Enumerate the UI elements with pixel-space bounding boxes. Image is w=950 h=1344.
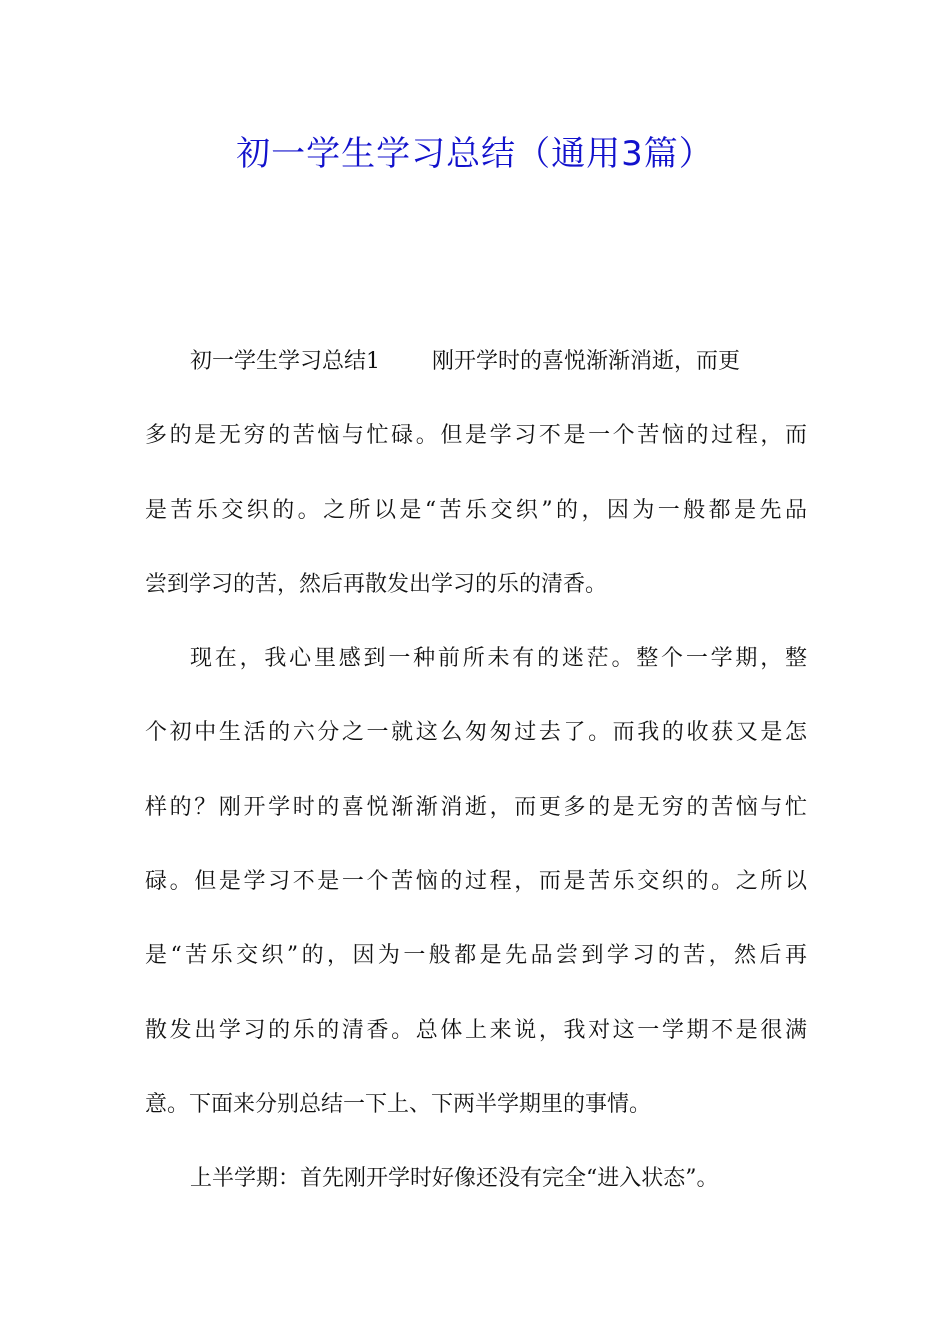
paragraph-line: 个初中生活的六分之一就这么匆匆过去了。而我的收获又是怎 — [145, 720, 807, 746]
paragraph-line: 现在，我心里感到一种前所未有的迷茫。整个一学期，整 — [190, 646, 807, 672]
paragraph-line: 是苦乐交织的。之所以是“苦乐交织”的，因为一般都是先品 — [145, 497, 807, 523]
document-title: 初一学生学习总结（通用3篇） — [236, 134, 714, 174]
paragraph-line: 碌。但是学习不是一个苦恼的过程，而是苦乐交织的。之所以 — [145, 869, 807, 895]
paragraph-line — [145, 338, 807, 412]
paragraph-line: 尝到学习的苦，然后再散发出学习的乐的清香。 — [145, 571, 608, 597]
paragraph-text: 刚开学时的喜悦渐渐消逝，而更 — [432, 349, 741, 374]
paragraph-line: 散发出学习的乐的清香。总体上来说，我对这一学期不是很满 — [145, 1017, 807, 1043]
paragraph-line: 意。下面来分别总结一下上、下两半学期里的事情。 — [145, 1091, 652, 1117]
paragraph-line: 是“苦乐交织”的，因为一般都是先品尝到学习的苦，然后再 — [145, 943, 807, 969]
section-heading: 初一学生学习总结1 — [190, 349, 380, 374]
paragraph-line: 上半学期：首先刚开学时好像还没有完全“进入状态”。 — [190, 1166, 719, 1192]
paragraph-line: 多的是无穷的苦恼与忙碌。但是学习不是一个苦恼的过程，而 — [145, 423, 807, 449]
paragraph-line: 样的？刚开学时的喜悦渐渐消逝，而更多的是无穷的苦恼与忙 — [145, 794, 807, 820]
document-body — [145, 338, 807, 1230]
